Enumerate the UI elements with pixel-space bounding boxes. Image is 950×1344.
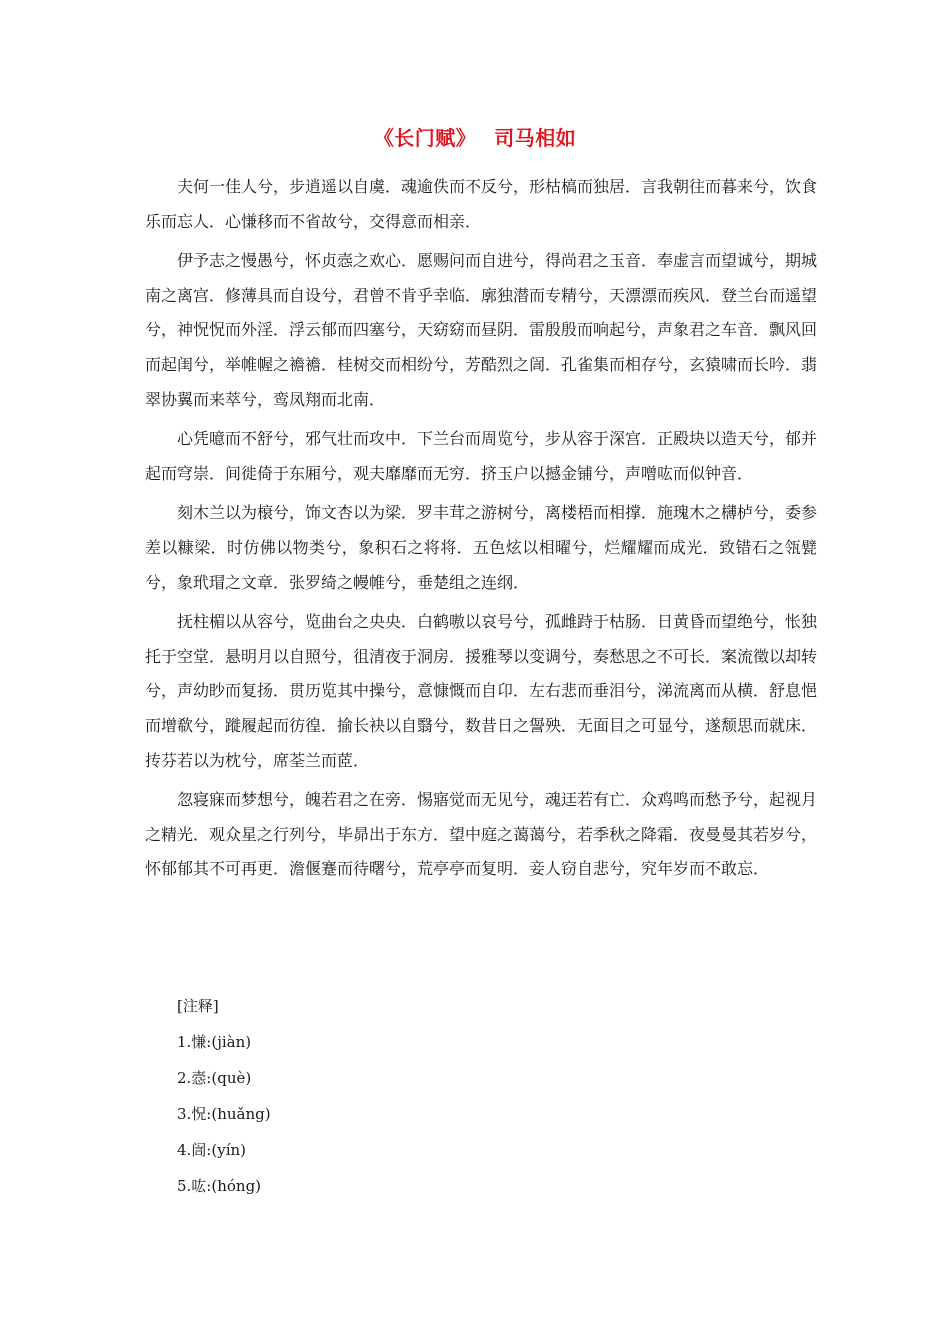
note-item: 5.吰:(hóng) — [177, 1177, 262, 1195]
body-paragraph: 刻木兰以为榱兮，饰文杏以为梁．罗丰茸之游树兮，离楼梧而相撑．施瑰木之欂栌兮，委参差以糠梁．时仿佛以物类兮，象积石之将将．五色炫以相曜兮，烂耀耀而成光．致错石之瓴甓兮，象玳瑁之文章．张罗绮之幔帷兮，垂楚组之连纲． — [145, 503, 818, 592]
notes-section — [177, 988, 271, 1204]
note-item: 2.悫:(què) — [177, 1069, 252, 1087]
body-paragraph: 伊予志之慢愚兮，怀贞悫之欢心．愿赐问而自进兮，得尚君之玉音．奉虚言而望诚兮，期城南之离宫．修薄具而自设兮，君曾不肯乎幸临．廓独潜而专精兮，天漂漂而疾风．登兰台而遥望兮，神怳怳而外淫．浮云郁而四塞兮，天窈窈而昼阴．雷殷殷而响起兮，声象君之车音．飘风回而起闺兮，举帷幄之襜襜．桂树交而相纷兮，芳酷烈之訚．孔雀集而相存兮，玄猿啸而长吟．翡翠协翼而来萃兮，鸾凤翔而北南． — [145, 251, 818, 409]
body-paragraph: 夫何一佳人兮，步逍遥以自虞．魂逾佚而不反兮，形枯槁而独居．言我朝往而暮来兮，饮食乐而忘人．心慊移而不省故兮，交得意而相亲． — [145, 177, 818, 231]
notes-heading: [注释] — [177, 997, 219, 1015]
note-item: 3.怳:(huǎng) — [177, 1105, 271, 1123]
document-title: 《长门赋》 司马相如 — [373, 126, 577, 150]
document-body — [145, 170, 817, 892]
note-item: 1.慊:(jiàn) — [177, 1033, 252, 1051]
body-paragraph: 心凭噫而不舒兮，邪气壮而攻中．下兰台而周览兮，步从容于深宫．正殿块以造天兮，郁并起而穹崇．间徙倚于东厢兮，观夫靡靡而无穷．挤玉户以撼金铺兮，声噌吰而似钟音． — [145, 429, 818, 483]
note-item: 4.訚:(yín) — [177, 1141, 247, 1159]
body-paragraph: 忽寝寐而梦想兮，魄若君之在旁．惕寤觉而无见兮，魂迋若有亡．众鸡鸣而愁予兮，起视月之精光．观众星之行列兮，毕昴出于东方．望中庭之蔼蔼兮，若季秋之降霜．夜曼曼其若岁兮，怀郁郁其不可再更．澹偃蹇而待曙兮，荒亭亭而复明．妾人窃自悲兮，究年岁而不敢忘． — [145, 790, 818, 879]
body-paragraph: 抚柱楣以从容兮，览曲台之央央．白鹤嗷以哀号兮，孤雌跱于枯肠．日黄昏而望绝兮，怅独托于空堂．悬明月以自照兮，徂清夜于洞房．援雅琴以变调兮，奏愁思之不可长．案流徵以却转兮，声幼眇而复扬．贯历览其中操兮，意慷慨而自卬．左右悲而垂泪兮，涕流离而从横．舒息悒而增欷兮，蹝履起而彷徨．揄长袂以自翳兮，数昔日之諐殃．无面目之可显兮，遂颓思而就床．抟芬若以为枕兮，席荃兰而茝． — [145, 612, 818, 770]
